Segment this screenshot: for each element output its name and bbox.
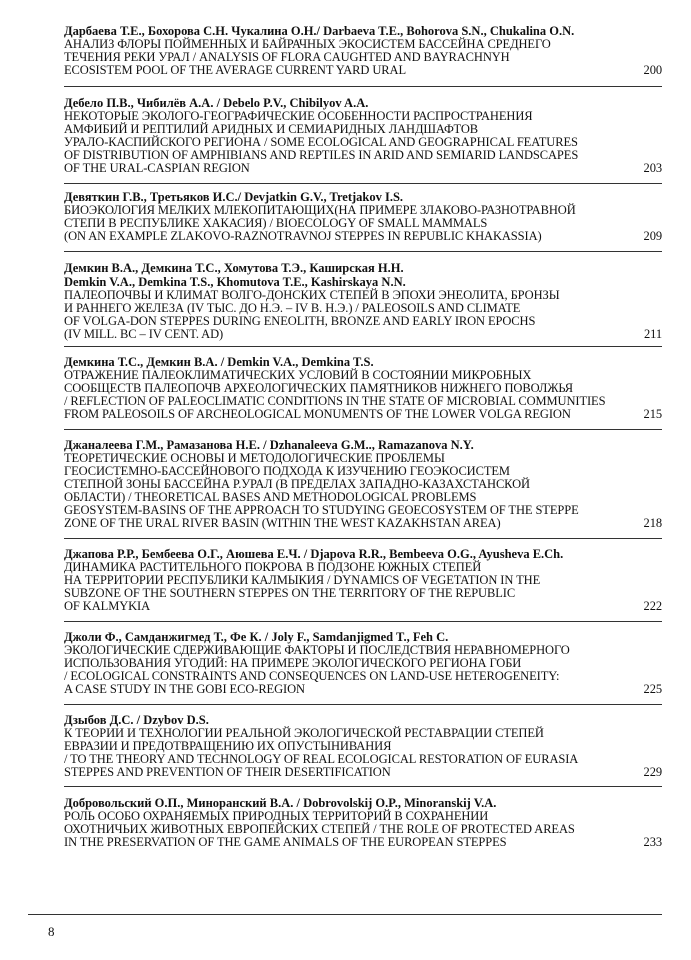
entry-title-line: OF VOLGA-DON STEPPES DURING ENEOLITH, BRONZE AND EARLY IRON EPOCHS [64,314,536,328]
entry-title-line: SUBZONE OF THE SOUTHERN STEPPES ON THE TERRITORY OF THE REPUBLIC [64,586,516,600]
toc-entry [64,190,662,243]
entry-title-line: ОБЛАСТИ) / THEORETICAL BASES AND METHODOLOGICAL PROBLEMS [64,490,477,504]
entry-title-line: OF DISTRIBUTION OF AMPHIBIANS AND REPTILES IN ARID AND SEMIARID LANDSCAPES [64,148,579,162]
entry-page-number: 222 [643,599,662,613]
entry-title-line: ТЕОРЕТИЧЕСКИЕ ОСНОВЫ И МЕТОДОЛОГИЧЕСКИЕ ПРОБЛЕМЫ [64,451,445,465]
page-number: 8 [48,924,55,939]
entry-page-number: 225 [643,682,662,696]
entry-last-line [64,517,662,530]
entry-page-number: 209 [643,229,662,243]
entry-last-line [64,162,662,175]
entry-authors: Дебело П.В., Чибилёв А.А. / Debelo P.V., Chibilyov A.A. [64,96,369,110]
entry-last-line [64,408,662,421]
entry-authors: Демкина Т.С., Демкин В.А. / Demkin V.A., Demkina T.S. [64,355,374,369]
entry-divider [64,786,662,787]
entry-title-line: ПАЛЕОПОЧВЫ И КЛИМАТ ВОЛГО-ДОНСКИХ СТЕПЕЙ В ЭПОХИ ЭНЕОЛИТА, БРОНЗЫ [64,288,560,302]
entry-page-number: 215 [643,407,662,421]
entry-last-line [64,328,662,341]
entry-title-line: РОЛЬ ОСОБО ОХРАНЯЕМЫХ ПРИРОДНЫХ ТЕРРИТОРИЙ В СОХРАНЕНИИ [64,809,489,823]
entry-divider [64,346,662,347]
entry-page-number: 229 [643,765,662,779]
toc-entry [64,438,662,530]
entry-title-line: / TO THE THEORY AND TECHNOLOGY OF REAL ECOLOGICAL RESTORATION OF EURASIA [64,752,579,766]
entry-page-number: 233 [643,835,662,849]
entry-authors-latin: Demkin V.A., Demkina T.S., Khomutova T.E., Kashirskaya N.N. [64,275,406,289]
entry-title-line: СООБЩЕСТВ ПАЛЕОПОЧВ АРХЕОЛОГИЧЕСКИХ ПАМЯТНИКОВ НИЖНЕГО ПОВОЛЖЬЯ [64,381,574,395]
entry-last-line [64,600,662,613]
toc-entry [64,547,662,613]
entry-title-line: БИОЭКОЛОГИЯ МЕЛКИХ МЛЕКОПИТАЮЩИХ(НА ПРИМЕРЕ ЗЛАКОВО-РАЗНОТРАВНОЙ [64,203,576,217]
entry-divider [64,429,662,430]
entry-divider [64,251,662,252]
entry-title-line: A CASE STUDY IN THE GOBI ECO-REGION [64,682,305,696]
toc-entry [64,96,662,175]
entry-last-line [64,64,662,77]
entry-title-line: СТЕПИ В РЕСПУБЛИКЕ ХАКАСИЯ) / BIOECOLOGY OF SMALL MAMMALS [64,216,488,230]
entry-authors: Джоли Ф., Самданжигмед Т., Фе К. / Joly F., Samdanjigmed T., Feh C. [64,630,449,644]
entry-title-line: / ECOLOGICAL CONSTRAINTS AND CONSEQUENCES ON LAND-USE HETEROGENEITY: [64,669,560,683]
entry-title-line: IN THE PRESERVATION OF THE GAME ANIMALS OF THE EUROPEAN STEPPES [64,835,507,849]
entry-title-line: ОТРАЖЕНИЕ ПАЛЕОКЛИМАТИЧЕСКИХ УСЛОВИЙ В СОСТОЯНИИ МИКРОБНЫХ [64,368,532,382]
entry-title-line: АМФИБИЙ И РЕПТИЛИЙ АРИДНЫХ И СЕМИАРИДНЫХ ЛАНДШАФТОВ [64,122,479,136]
entry-title-line: НЕКОТОРЫЕ ЭКОЛОГО-ГЕОГРАФИЧЕСКИЕ ОСОБЕННОСТИ РАСПРОСТРАНЕНИЯ [64,109,533,123]
toc-entry [64,713,662,779]
entry-title-line: ГЕОСИСТЕМНО-БАССЕЙНОВОГО ПОДХОДА К ИЗУЧЕНИЮ ГЕОЭКОСИСТЕМ [64,464,510,478]
entry-title-line: ОХОТНИЧЬИХ ЖИВОТНЫХ ЕВРОПЕЙСКИХ СТЕПЕЙ / THE ROLE OF PROTECTED AREAS [64,822,575,836]
entry-page-number: 218 [643,516,662,530]
toc-entry [64,24,662,77]
entry-authors: Джаналеева Г.М., Рамазанова Н.Е. / Dzhanaleeva G.M.., Ramazanova N.Y. [64,438,474,452]
entry-page-number: 200 [643,63,662,77]
footer-rule [28,914,662,915]
entry-last-line [64,836,662,849]
entry-title-line: АНАЛИЗ ФЛОРЫ ПОЙМЕННЫХ И БАЙРАЧНЫХ ЭКОСИСТЕМ БАССЕЙНА СРЕДНЕГО [64,37,551,51]
entry-title-line: OF THE URAL-CASPIAN REGION [64,161,250,175]
entry-title-line: ZONE OF THE URAL RIVER BASIN (WITHIN THE WEST KAZAKHSTAN AREA) [64,516,501,530]
entry-title-line: GEOSYSTEM-BASINS OF THE APPROACH TO STUDYING GEOECOSYSTEM OF THE STEPPE [64,503,579,517]
entry-authors: Добровольский О.П., Миноранский В.А. / Dobrovolskij O.P., Minoranskij V.A. [64,796,497,810]
entry-last-line [64,230,662,243]
entry-authors: Демкин В.А., Демкина Т.С., Хомутова Т.Э., Каширская Н.Н. [64,261,404,275]
entry-title-line: ЭКОЛОГИЧЕСКИЕ СДЕРЖИВАЮЩИЕ ФАКТОРЫ И ПОСЛЕДСТВИЯ НЕРАВНОМЕРНОГО [64,643,570,657]
entry-title-line: ECOSISTEM POOL OF THE AVERAGE CURRENT YARD URAL [64,63,406,77]
entry-divider [64,621,662,622]
entry-title-line: ДИНАМИКА РАСТИТЕЛЬНОГО ПОКРОВА В ПОДЗОНЕ ЮЖНЫХ СТЕПЕЙ [64,560,482,574]
entry-title-line: OF KALMYKIA [64,599,151,613]
entry-title-line: К ТЕОРИИ И ТЕХНОЛОГИИ РЕАЛЬНОЙ ЭКОЛОГИЧЕСКОЙ РЕСТАВРАЦИИ СТЕПЕЙ [64,726,544,740]
entry-title-line: УРАЛО-КАСПИЙСКОГО РЕГИОНА / SOME ECOLOGICAL AND GEOGRAPHICAL FEATURES [64,135,578,149]
entry-page-number: 211 [644,327,662,341]
entry-title-line: ЕВРАЗИИ И ПРЕДОТВРАЩЕНИЮ ИХ ОПУСТЫНИВАНИЯ [64,739,392,753]
entry-title-line: ИСПОЛЬЗОВАНИЯ УГОДИЙ: НА ПРИМЕРЕ ЭКОЛОГИЧЕСКОГО РЕГИОНА ГОБИ [64,656,522,670]
entry-divider [64,183,662,184]
toc-entry [64,630,662,696]
entry-authors: Дарбаева Т.Е., Бохорова С.Н. Чукалина О.Н./ Darbaeva T.E., Bohorova S.N., Chukalina O.N. [64,24,575,38]
entry-authors: Девяткин Г.В., Третьяков И.С./ Devjatkin G.V., Tretjakov I.S. [64,190,404,204]
entry-title-line: / REFLECTION OF PALEOCLIMATIC CONDITIONS IN THE STATE OF MICROBIAL COMMUNITIES [64,394,606,408]
entry-last-line [64,683,662,696]
entry-title-line: STEPPES AND PREVENTION OF THEIR DESERTIFICATION [64,765,391,779]
entry-title-line: ТЕЧЕНИЯ РЕКИ УРАЛ / ANALYSIS OF FLORA CAUGHTED AND BAYRACHNYH [64,50,510,64]
entry-title-line: И РАННЕГО ЖЕЛЕЗА (IV ТЫС. ДО Н.Э. – IV В. Н.Э.) / PALEOSOILS AND CLIMATE [64,301,521,315]
toc-entry [64,355,662,421]
toc-entry [64,796,662,849]
entry-authors: Дзыбов Д.С. / Dzybov D.S. [64,713,209,727]
entry-authors: Джапова Р.Р., Бембеева О.Г., Аюшева Е.Ч. / Djapova R.R., Bembeeva O.G., Ayusheva E.Ch. [64,547,564,561]
entry-title-line: FROM PALEOSOILS OF ARCHEOLOGICAL MONUMENTS OF THE LOWER VOLGA REGION [64,407,571,421]
entry-title-line: НА ТЕРРИТОРИИ РЕСПУБЛИКИ КАЛМЫКИЯ / DYNAMICS OF VEGETATION IN THE [64,573,541,587]
entry-last-line [64,766,662,779]
entry-title-line: (IV MILL. BC – IV CENT. AD) [64,327,224,341]
entry-divider [64,704,662,705]
entry-divider [64,86,662,87]
entry-title-line: (ON AN EXAMPLE ZLAKOVO-RAZNOTRAVNOJ STEPPES IN REPUBLIC KHAKASSIA) [64,229,542,243]
entry-title-line: СТЕПНОЙ ЗОНЫ БАССЕЙНА Р.УРАЛ (В ПРЕДЕЛАХ ЗАПАДНО-КАЗАХСТАНСКОЙ [64,477,530,491]
toc-entry [64,261,662,341]
entry-page-number: 203 [643,161,662,175]
entry-divider [64,538,662,539]
